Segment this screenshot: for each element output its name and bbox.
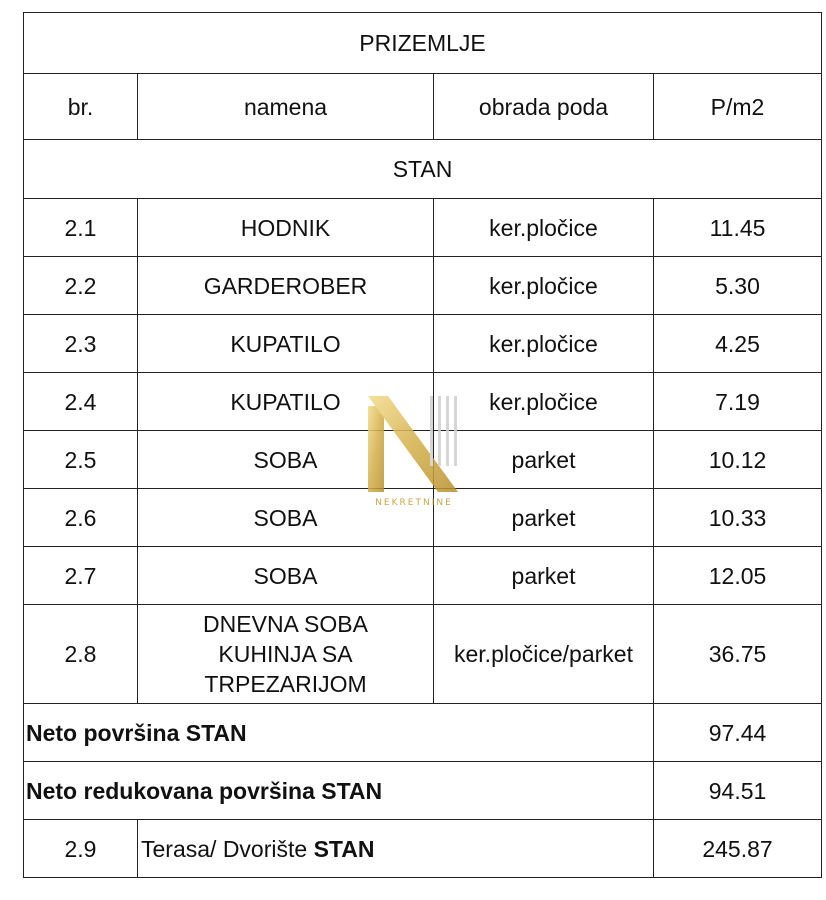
terrace-label	[138, 820, 654, 878]
room-number: 2.3	[24, 315, 138, 373]
room-area: 12.05	[654, 547, 822, 605]
section-title: STAN	[24, 140, 822, 199]
terrace-area: 245.87	[654, 820, 822, 878]
table-title: PRIZEMLJE	[24, 13, 822, 74]
room-name: SOBA	[138, 489, 434, 547]
header-area: P/m2	[654, 74, 822, 140]
header-number: br.	[24, 74, 138, 140]
reduced-area-row	[24, 762, 822, 820]
room-name: SOBA	[138, 547, 434, 605]
section-row	[24, 140, 822, 199]
room-name: SOBA	[138, 431, 434, 489]
terrace-row	[24, 820, 822, 878]
room-floor: ker.pločice	[434, 373, 654, 431]
room-area: 36.75	[654, 605, 822, 704]
room-number: 2.6	[24, 489, 138, 547]
terrace-label-regular: Terasa/ Dvorište	[141, 835, 314, 862]
net-area-row	[24, 704, 822, 762]
room-number: 2.7	[24, 547, 138, 605]
room-area: 10.12	[654, 431, 822, 489]
table-header-row	[24, 74, 822, 140]
room-name-line: TRPEZARIJOM	[204, 671, 367, 697]
room-area: 5.30	[654, 257, 822, 315]
room-floor: ker.pločice	[434, 315, 654, 373]
room-name: HODNIK	[138, 199, 434, 257]
terrace-label-bold: STAN	[313, 835, 375, 862]
terrace-number: 2.9	[24, 820, 138, 878]
room-area: 4.25	[654, 315, 822, 373]
table-title-row	[24, 13, 822, 74]
table-row	[24, 373, 822, 431]
header-floor: obrada poda	[434, 74, 654, 140]
reduced-area-value: 94.51	[654, 762, 822, 820]
room-name-line: DNEVNA SOBA	[203, 611, 368, 637]
room-number: 2.1	[24, 199, 138, 257]
room-name: KUPATILO	[138, 315, 434, 373]
header-name: namena	[138, 74, 434, 140]
room-name: GARDEROBER	[138, 257, 434, 315]
room-number: 2.2	[24, 257, 138, 315]
room-floor: ker.pločice	[434, 199, 654, 257]
table-row	[24, 257, 822, 315]
room-number: 2.4	[24, 373, 138, 431]
table-row	[24, 547, 822, 605]
table-row	[24, 605, 822, 704]
room-name	[138, 605, 434, 704]
room-floor: ker.pločice/parket	[434, 605, 654, 704]
net-area-label: Neto površina STAN	[24, 704, 654, 762]
room-area: 11.45	[654, 199, 822, 257]
room-number: 2.8	[24, 605, 138, 704]
room-floor: parket	[434, 431, 654, 489]
table-row	[24, 489, 822, 547]
room-area: 7.19	[654, 373, 822, 431]
room-area: 10.33	[654, 489, 822, 547]
table-row	[24, 315, 822, 373]
room-floor: parket	[434, 489, 654, 547]
watermark-text: NEKRETNINE	[375, 498, 453, 508]
room-name: KUPATILO	[138, 373, 434, 431]
reduced-area-label: Neto redukovana površina STAN	[24, 762, 654, 820]
room-floor: ker.pločice	[434, 257, 654, 315]
room-name-line: KUHINJA SA	[218, 641, 353, 667]
table-row	[24, 431, 822, 489]
area-table	[23, 12, 822, 878]
room-floor: parket	[434, 547, 654, 605]
room-number: 2.5	[24, 431, 138, 489]
net-area-value: 97.44	[654, 704, 822, 762]
table-row	[24, 199, 822, 257]
